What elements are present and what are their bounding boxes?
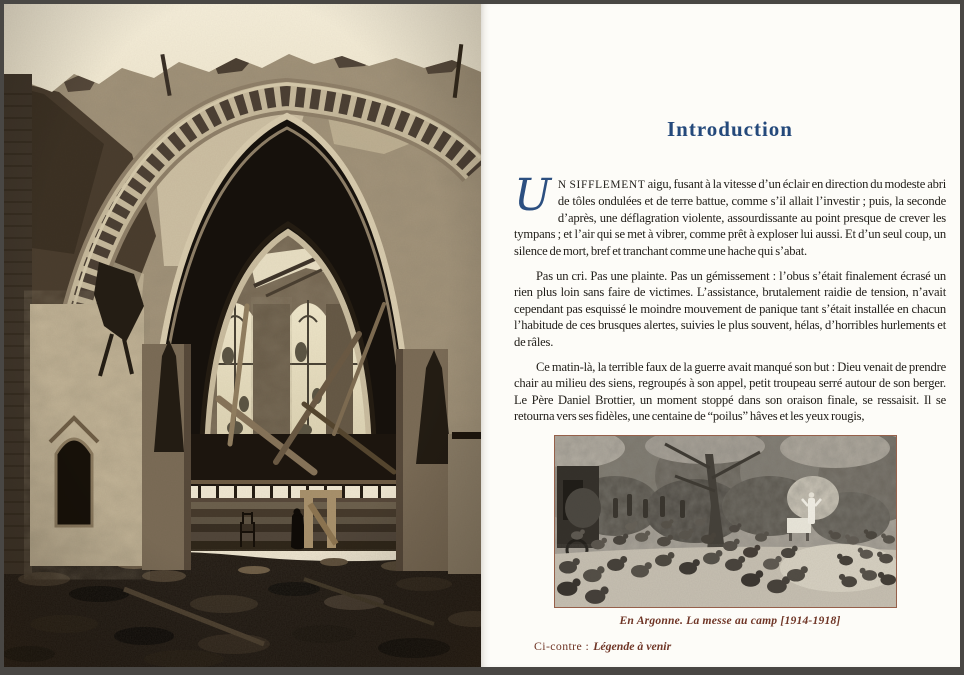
note-value: Légende à venir [593, 638, 672, 653]
photo-caption: En Argonne. La messe au camp [1914-1918] [619, 613, 841, 627]
lead-smallcaps: N SIFFLEMENT [557, 179, 646, 191]
facing-page-note [534, 639, 946, 654]
intro-paragraph-1 [514, 170, 946, 259]
right-page [481, 4, 960, 667]
ruined-church-photo [4, 4, 481, 667]
note-label: Ci-contre : [534, 638, 590, 653]
dropcap-letter: U [514, 170, 551, 221]
intro-paragraph-2: Pas un cri. Pas une plainte. Pas un gémissement : l’obus s’était finalement écrasé un rien plus loin sans faire de victimes. L’assistance, brutalement raidie de tension, n’avait cependant pas esquissé le moindre mouvement de panique tant s’était installée en chacun l’habitude de ces brusques alertes, suivies le plus souvent, hélas, d’horribles hurlements et de râles. [514, 269, 946, 349]
left-page [4, 4, 481, 667]
field-mass-photo [555, 436, 896, 607]
paragraph-1-text: aigu, fusant à la vitesse d’un éclair en direction du modeste abri de tôles ondulées et de terre battue, comme s’il allait l’investir ; puis, la seconde d’après, une déflagration violente, assourdissante au point presque de crever les tympans ; et l’air qui se met à vibrer, comme prêt à exploser lui aussi. Et d’un seul coup, un silence de mort, bref et tranchant comme une hache qui s’abat. [514, 177, 946, 258]
open-book-pages [4, 4, 960, 667]
intro-paragraph-3: Ce matin-là, la terrible faux de la guerre avait manqué son but : Dieu venait de prendre chair au milieu des siens, regroupés à son appel, petit troupeau serré autour de son berger. Le Père Daniel Brottier, un moment stoppé dans son oraison finale, se ressaisit. Il se retourna vers ses fidèles, une centaine de “poilus” hâves et les yeux rougis, [514, 360, 946, 424]
chapter-title: Introduction [667, 117, 793, 141]
field-mass-photo-figure [554, 435, 897, 608]
